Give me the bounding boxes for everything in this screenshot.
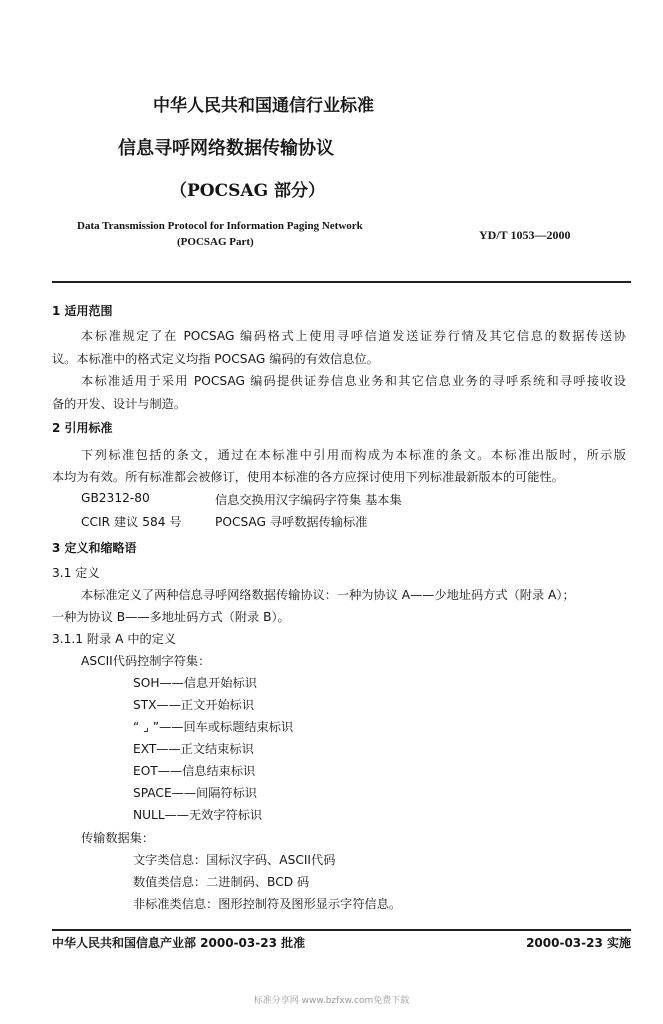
document-category: 中华人民共和国通信行业标准 — [153, 96, 374, 116]
english-title-line2: (POCSAG Part) — [177, 236, 254, 248]
ref-1-name: 信息交换用汉字编码字符集 基本集 — [215, 493, 402, 507]
english-title-line1: Data Transmission Protocol for Information Paging Network — [77, 220, 363, 232]
ascii-item-space: SPACE——间隔符标识 — [133, 786, 257, 800]
section-1-para-1-line-2: 议。本标准中的格式定义均指 POCSAG 编码的有效信息位。 — [52, 352, 379, 366]
section-2-para-line-1: 下列标准包括的条文，通过在本标准中引用而构成为本标准的条文。本标准出版时，所示版 — [81, 448, 626, 462]
section-3-1-line-1: 本标准定义了两种信息寻呼网络数据传输协议：一种为协议 A——少地址码方式（附录 A）； — [81, 588, 575, 602]
section-2-heading: 2 引用标准 — [52, 421, 113, 435]
transfer-item-numeric: 数值类信息：二进制码、BCD 码 — [133, 875, 310, 889]
section-3-heading: 3 定义和缩略语 — [52, 541, 137, 555]
footer-approval: 中华人民共和国信息产业部 2000-03-23 批准 — [52, 936, 306, 950]
document-subtitle: （POCSAG 部分） — [170, 181, 326, 201]
ref-2-name: POCSAG 寻呼数据传输标准 — [215, 515, 368, 529]
document-title: 信息寻呼网络数据传输协议 — [118, 138, 334, 159]
section-1-para-2-line-1: 本标准适用于采用 POCSAG 编码提供证券信息业务和其它信息业务的寻呼系统和寻呼接收设 — [81, 374, 626, 388]
transfer-label: 传输数据集： — [81, 831, 155, 845]
section-3-1-heading: 3.1 定义 — [52, 566, 100, 580]
ascii-item-eot: EOT——信息结束标识 — [133, 764, 256, 778]
ascii-item-cr: “ ⌟ ”——回车或标题结束标识 — [133, 720, 294, 734]
section-3-1-line-2: 一种为协议 B——多地址码方式（附录 B）。 — [52, 610, 290, 624]
footer-divider — [52, 929, 631, 931]
footer-implementation: 2000-03-23 实施 — [526, 936, 631, 950]
ascii-item-soh: SOH——信息开始标识 — [133, 676, 257, 690]
section-3-1-1-heading: 3.1.1 附录 A 中的定义 — [52, 632, 177, 646]
ascii-item-null: NULL——无效字符标识 — [133, 808, 263, 822]
header-divider — [52, 281, 631, 283]
section-1-heading: 1 适用范围 — [52, 304, 113, 318]
section-1-para-1-line-1: 本标准规定了在 POCSAG 编码格式上使用寻呼信道发送证券行情及其它信息的数据传送协 — [81, 329, 626, 343]
transfer-item-nonstandard: 非标准类信息：图形控制符及图形显示字符信息。 — [133, 897, 402, 911]
ascii-label: ASCII代码控制字符集： — [81, 654, 211, 668]
standard-code: YD/T 1053—2000 — [479, 228, 571, 242]
transfer-item-text: 文字类信息：国标汉字码、ASCII代码 — [133, 853, 336, 867]
ascii-item-ext: EXT——正文结束标识 — [133, 742, 254, 756]
section-1-para-2-line-2: 备的开发、设计与制造。 — [52, 397, 187, 411]
section-2-para-line-2: 本均为有效。所有标准都会被修订，使用本标准的各方应探讨使用下列标准最新版本的可能性。 — [52, 470, 564, 484]
ascii-item-stx: STX——正文开始标识 — [133, 698, 255, 712]
ref-1-code: GB2312-80 — [81, 491, 150, 505]
ref-2-code: CCIR 建议 584 号 — [81, 515, 182, 529]
watermark-text: 标准分享网 www.bzfxw.com免费下载 — [253, 996, 410, 1006]
